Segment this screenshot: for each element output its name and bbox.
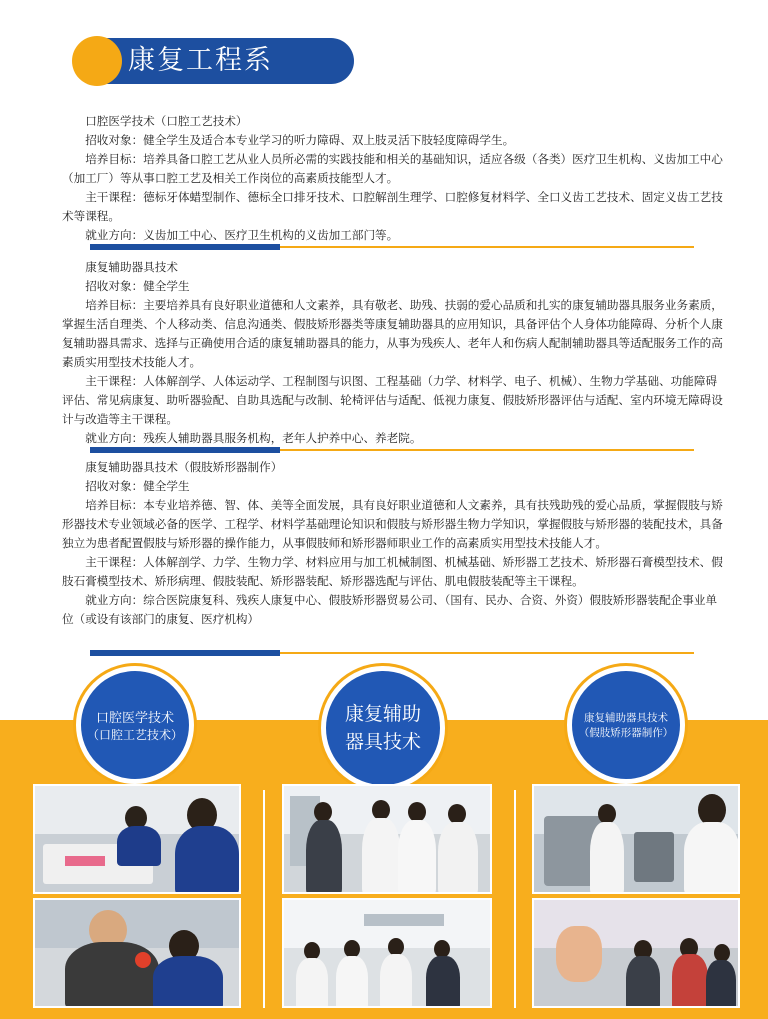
section-divider — [90, 447, 694, 453]
section-goal: 培养目标：主要培养具有良好职业道德和人文素养，具有敬老、助残、扶弱的爱心品质和扎实的康复辅助器具服务业务素质，掌握生活自理类、个人移动类、信息沟通类、假肢矫形器类等康复辅助器具的应用知识，具备评估个人身体功能障碍、分析个人康复辅助器具需求、选择与正确使用合适的康复辅助器具的能力，从事为残疾人、老年人和伤病人配制辅助器具等适配服务工作的高素质实用型技术技能人才。 — [62, 298, 723, 369]
circle-line2: （口腔工艺技术） — [86, 728, 183, 742]
header-circle-icon — [72, 36, 122, 86]
section-courses: 主干课程：德标牙体蜡型制作、德标全口排牙技术、口腔解剖生理学、口腔修复材料学、全口义齿工艺技术、固定义齿工艺技术等课程。 — [62, 190, 723, 223]
section-employment: 就业方向：残疾人辅助器具服务机构，老年人护养中心、养老院。 — [85, 431, 422, 445]
circle-line1: 康复辅助 — [344, 703, 421, 725]
column-divider — [514, 790, 516, 1008]
circle-line1: 口腔医学技术 — [95, 711, 174, 726]
photo-prosthetics-lab-2 — [532, 898, 740, 1008]
section-title: 口腔医学技术（口腔工艺技术） — [85, 114, 248, 128]
circle-prosthetics — [567, 666, 685, 784]
section-employment: 就业方向：综合医院康复科、残疾人康复中心、假肢矫形器贸易公司、（国有、民办、合资、外资）假肢矫形器装配企事业单位（或设有该部门的康复、医疗机构） — [62, 593, 718, 626]
column-divider — [263, 790, 265, 1008]
section-divider — [90, 244, 694, 250]
photo-dental-lab-1 — [33, 784, 241, 894]
photo-prosthetics-lab-1 — [532, 784, 740, 894]
section-title: 康复辅助器具技术 — [85, 260, 178, 274]
photo-dental-lab-2 — [33, 898, 241, 1008]
photo-rehab-class-1 — [282, 784, 492, 894]
section-rehab-devices — [62, 258, 726, 448]
circle-oral-technology — [76, 666, 194, 784]
circle-line2: 器具技术 — [344, 731, 421, 753]
circle-line1: 康复辅助器具技术 — [584, 712, 668, 724]
section-divider — [90, 650, 694, 656]
section-employment: 就业方向：义齿加工中心、医疗卫生机构的义齿加工部门等。 — [85, 228, 399, 242]
section-goal: 培养目标：培养具备口腔工艺从业人员所必需的实践技能和相关的基础知识，适应各级（各类）医疗卫生机构、义齿加工中心（加工厂）等从事口腔工艺及相关工作岗位的高素质技能型人才。 — [62, 152, 723, 185]
section-courses: 主干课程：人体解剖学、力学、生物力学、材料应用与加工机械制图、机械基础、矫形器工艺技术、矫形器石膏模型技术、假肢石膏模型技术、矫形病理、假肢装配、矫形器装配、矫形器选配与评估、肌电假肢装配等主干课程。 — [62, 555, 723, 588]
section-prosthetics — [62, 458, 726, 629]
circle-line2: （假肢矫形器制作） — [578, 727, 674, 739]
section-oral-technology — [62, 112, 726, 245]
photo-rehab-class-2 — [282, 898, 492, 1008]
section-goal: 培养目标：本专业培养德、智、体、美等全面发展，具有良好职业道德和人文素养，具有扶残助残的爱心品质，掌握假肢与矫形器技术专业领域必备的医学、工程学、材料学基础理论知识和假肢与矫形器生物力学知识，掌握假肢与矫形器的装配技术，具备独立为患者配置假肢与矫形器的操作能力，从事假肢师和矫形器师职业工作的高素质实用型技术技能人才。 — [62, 498, 723, 550]
section-target: 招收对象：健全学生 — [85, 479, 190, 493]
page-title: 康复工程系 — [128, 45, 273, 76]
section-target: 招收对象：健全学生及适合本专业学习的听力障碍、双上肢灵活下肢轻度障碍学生。 — [85, 133, 515, 147]
section-courses: 主干课程：人体解剖学、人体运动学、工程制图与识图、工程基础（力学、材料学、电子、机械）、生物力学基础、功能障碍评估、常见病康复、助听器验配、自助具选配与改制、轮椅评估与适配、低视力康复、假肢矫形器评估与适配、室内环境无障碍设计与改造等主干课程。 — [62, 374, 723, 426]
circle-rehab-devices — [321, 666, 445, 790]
section-title: 康复辅助器具技术（假肢矫形器制作） — [85, 460, 283, 474]
section-target: 招收对象：健全学生 — [85, 279, 190, 293]
